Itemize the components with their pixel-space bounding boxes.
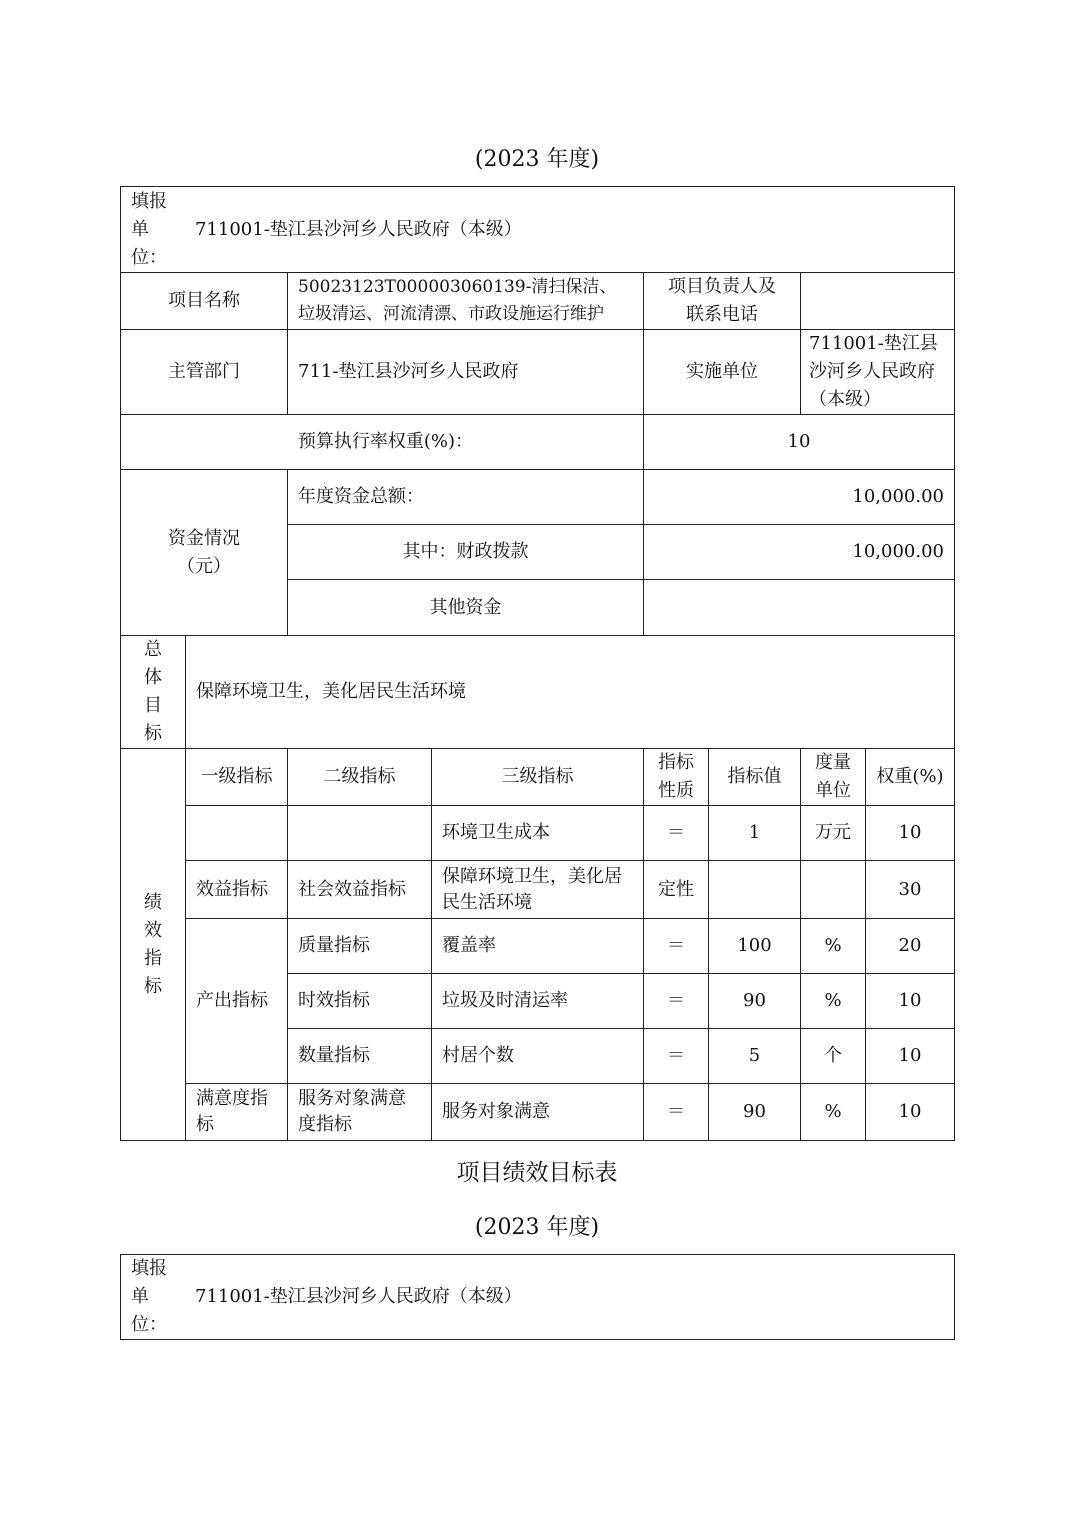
budget-rate-label: 预算执行率权重(%)：	[297, 431, 473, 452]
row0-nature: ＝	[667, 822, 685, 843]
row5-level3: 服务对象满意	[442, 1101, 550, 1122]
fiscal-label: 其中：财政拨款	[402, 541, 529, 562]
row0-level1	[186, 806, 287, 860]
leader-label: 项目负责人及联系电话	[668, 276, 776, 325]
row2-level1: 产出指标	[196, 990, 268, 1011]
leader-value	[801, 273, 954, 329]
row2-level2: 质量指标	[298, 935, 370, 956]
row1-level2: 社会效益指标	[298, 878, 406, 900]
fiscal-value: 10,000.00	[852, 541, 944, 562]
other-funds-label: 其他资金	[429, 596, 502, 618]
dept-value: 711-垫江县沙河乡人民政府	[298, 361, 519, 382]
row2-weight: 20	[898, 935, 922, 956]
project-name-label: 项目名称	[168, 290, 240, 311]
second-filler-label: 填报单位：	[131, 1258, 167, 1335]
filler-value: 711001-垫江县沙河乡人民政府（本级）	[195, 218, 522, 240]
row3-unit: %	[824, 990, 842, 1011]
row4-level3: 村居个数	[442, 1045, 514, 1066]
row3-level2: 时效指标	[298, 990, 370, 1011]
budget-rate-value: 10	[787, 431, 811, 452]
header-nature: 指标性质	[658, 752, 694, 801]
row5-nature: ＝	[667, 1101, 685, 1122]
row2-level3: 覆盖率	[442, 935, 496, 956]
row5-value: 90	[743, 1101, 766, 1122]
filler-label: 填报单位：	[131, 190, 167, 268]
annual-total-value: 10,000.00	[852, 486, 944, 507]
header-level2: 二级指标	[323, 766, 396, 787]
row3-weight: 10	[898, 990, 922, 1011]
row2-value: 100	[737, 935, 772, 956]
annual-total-label: 年度资金总额：	[298, 486, 424, 507]
row0-weight: 10	[898, 822, 922, 843]
header-level1: 一级指标	[200, 766, 273, 787]
row5-level1: 满意度指标	[196, 1088, 268, 1135]
row4-value: 5	[748, 1045, 761, 1066]
row1-unit	[801, 861, 865, 918]
goal-value: 保障环境卫生，美化居民生活环境	[196, 681, 466, 702]
row0-unit: 万元	[815, 822, 851, 843]
funds-label: 资金情况（元）	[168, 527, 240, 577]
row1-level3: 保障环境卫生，美化居民生活环境	[442, 865, 622, 913]
goal-label: 总体目标	[144, 639, 162, 744]
row4-unit: 个	[824, 1045, 842, 1066]
header-unit: 度量单位	[815, 752, 851, 801]
row5-level2: 服务对象满意度指标	[298, 1088, 406, 1135]
impl-value: 711001-垫江县沙河乡人民政府（本级）	[809, 333, 938, 410]
row0-level2	[288, 806, 431, 860]
row1-level1: 效益指标	[196, 878, 268, 900]
header-level3: 三级指标	[501, 766, 574, 787]
row1-value	[709, 861, 800, 918]
row4-weight: 10	[898, 1045, 922, 1066]
row3-value: 90	[743, 990, 766, 1011]
row1-weight: 30	[898, 878, 922, 900]
table-title: 项目绩效目标表	[456, 1160, 618, 1186]
header-weight: 权重(%)	[876, 766, 944, 787]
row3-nature: ＝	[667, 990, 685, 1011]
project-name-value: 50023123T000003060139-清扫保洁、垃圾清运、河流清漂、市政设施运行维护	[298, 277, 617, 324]
second-year-title: (2023 年度)	[474, 1215, 600, 1240]
page-year-title: (2023 年度)	[474, 147, 600, 172]
dept-label: 主管部门	[168, 361, 240, 382]
row5-weight: 10	[898, 1101, 922, 1122]
row2-nature: ＝	[667, 935, 685, 956]
row0-level3: 环境卫生成本	[442, 822, 550, 843]
row0-value: 1	[748, 822, 761, 843]
row2-unit: %	[824, 935, 842, 956]
header-value: 指标值	[727, 766, 782, 787]
row1-nature: 定性	[658, 878, 694, 900]
row3-level3: 垃圾及时清运率	[442, 990, 568, 1011]
other-funds-value	[644, 580, 954, 635]
second-filler-value: 711001-垫江县沙河乡人民政府（本级）	[195, 1286, 522, 1307]
performance-label: 绩效指标	[144, 891, 162, 997]
row4-level2: 数量指标	[298, 1045, 370, 1066]
row5-unit: %	[824, 1101, 842, 1122]
impl-label: 实施单位	[686, 361, 758, 382]
row4-nature: ＝	[667, 1045, 685, 1066]
